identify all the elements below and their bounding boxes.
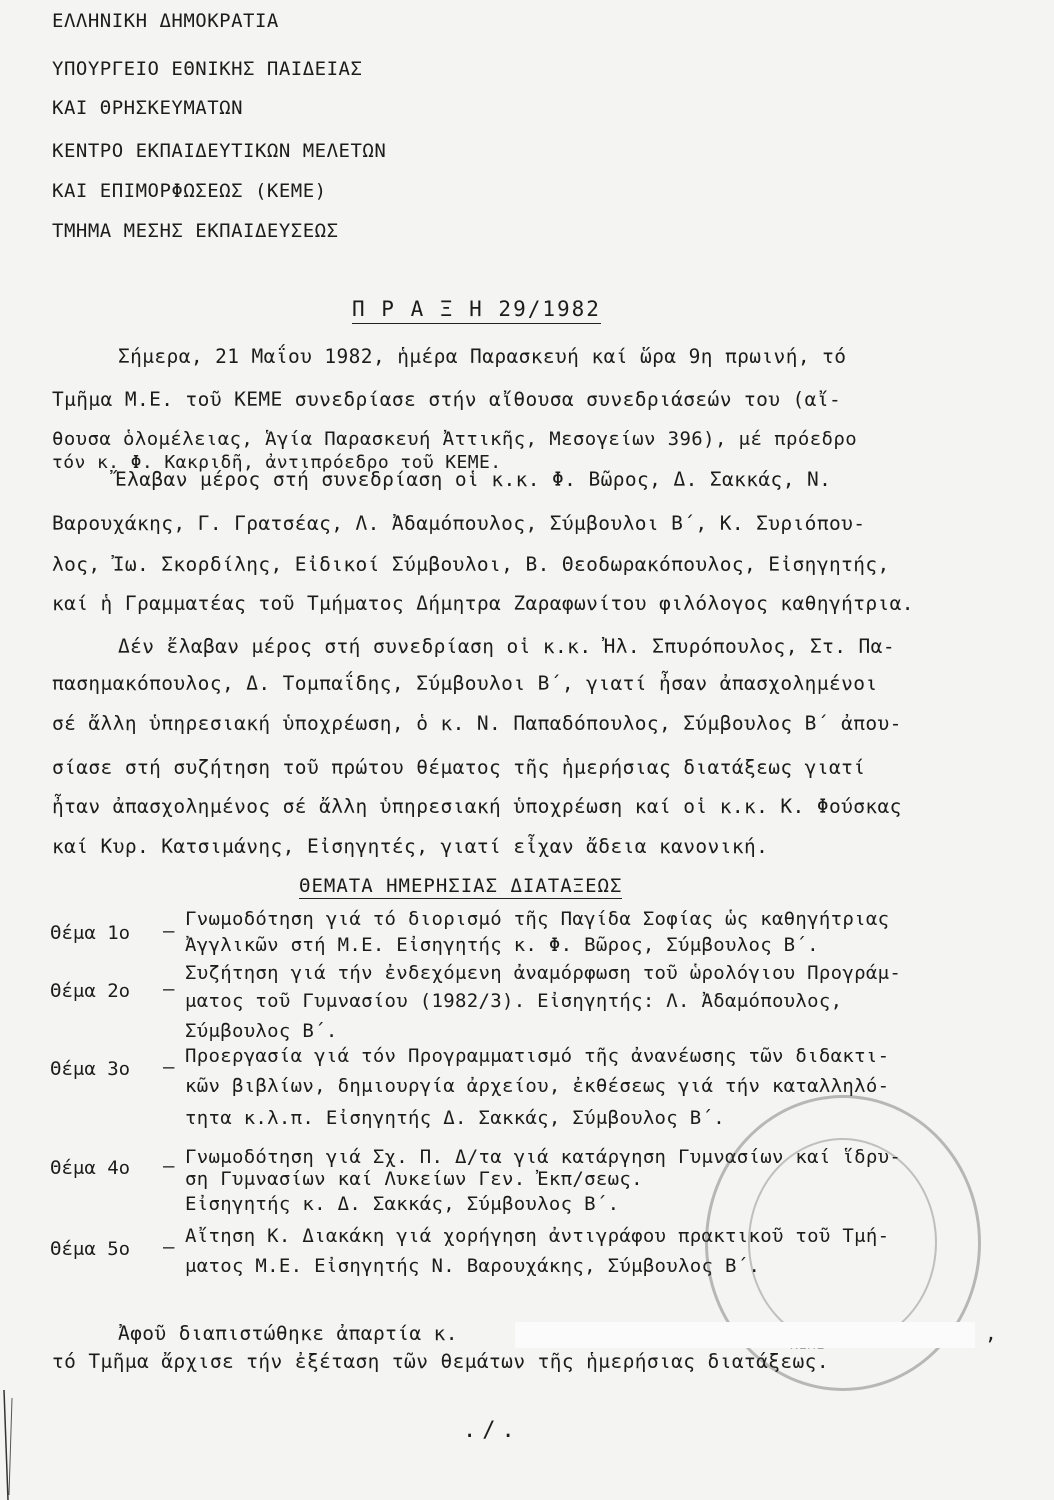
body-line: Σήμερα, 21 Μαΐου 1982, ἡμέρα Παρασκευή καί ὥρα 9η πρωινή, τό	[118, 345, 847, 368]
agenda-dash: –	[163, 1155, 175, 1177]
header-line-5: ΚΑΙ ΕΠΙΜΟΡΦΩΣΕΩΣ (ΚΕΜΕ)	[52, 180, 327, 202]
body-line: ἦταν ἀπασχολημένος σέ ἄλλη ὑπηρεσιακή ὑποχρέωση καί οἱ κ.κ. Κ. Φούσκας	[52, 795, 902, 818]
closing-comma: ,	[985, 1322, 998, 1345]
stamp-inner-ring	[748, 1138, 937, 1347]
agenda-item-line: τητα κ.λ.π. Εἰσηγητής Δ. Σακκάς, Σύμβουλος Β΄.	[185, 1107, 725, 1129]
header-line-3: ΚΑΙ ΘΡΗΣΚΕΥΜΑΤΩΝ	[52, 97, 244, 119]
body-line: τόν κ. Φ. Κακριδῆ, ἀντιπρόεδρο τοῦ ΚΕΜΕ.	[52, 452, 502, 473]
agenda-item-line: Εἰσηγητής κ. Δ. Σακκάς, Σύμβουλος Β΄.	[185, 1193, 620, 1215]
body-line: λος, Ἰω. Σκορδίλης, Εἰδικοί Σύμβουλοι, Β. Θεοδωρακόπουλος, Εἰσηγητής,	[52, 553, 890, 576]
agenda-item-label: Θέμα 5ο	[50, 1238, 131, 1260]
agenda-dash: –	[163, 1236, 175, 1258]
closing-line: τό Τμῆμα ἄρχισε τήν ἐξέταση τῶν θεμάτων τῆς ἡμερήσιας διατάξεως.	[52, 1350, 829, 1373]
agenda-item-line: ση Γυμνασίων καί Λυκείων Γεν. Ἐκπ/σεως.	[185, 1168, 643, 1190]
agenda-item-line: Προεργασία γιά τόν Προγραμματισμό τῆς ἀνανέωσης τῶν διδακτι-	[185, 1045, 890, 1067]
agenda-item-line: Γνωμοδότηση γιά τό διορισμό τῆς Παγίδα Σοφίας ὡς καθηγήτριας	[185, 908, 890, 930]
agenda-item-line: Γνωμοδότηση γιά Σχ. Π. Δ/τα γιά κατάργηση Γυμνασίων καί ἵδρυ-	[185, 1146, 902, 1168]
agenda-title: ΘΕΜΑΤΑ ΗΜΕΡΗΣΙΑΣ ΔΙΑΤΑΞΕΩΣ	[299, 875, 623, 897]
body-line: καί ἡ Γραμματέας τοῦ Τμήματος Δήμητρα Ζαραφωνίτου φιλόλογος καθηγήτρια.	[52, 592, 914, 615]
header-line-2: ΥΠΟΥΡΓΕΙΟ ΕΘΝΙΚΗΣ ΠΑΙΔΕΙΑΣ	[52, 58, 363, 80]
agenda-item-line: Ἀγγλικῶν στή Μ.Ε. Εἰσηγητής κ. Φ. Βῶρος, Σύμβουλος Β΄.	[185, 934, 819, 956]
body-line: σίασε στή συζήτηση τοῦ πρώτου θέματος τῆς ἡμερήσιας διατάξεως γιατί	[52, 756, 866, 779]
agenda-item-line: Σύμβουλος Β΄.	[185, 1020, 338, 1042]
agenda-dash: –	[163, 1056, 175, 1078]
blank-gap	[515, 1322, 975, 1348]
body-line: πασημακόπουλος, Δ. Τομπαΐδης, Σύμβουλοι Β΄, γιατί ἦσαν ἀπασχολημένοι	[52, 672, 878, 695]
body-line: σέ ἄλλη ὑπηρεσιακή ὑποχρέωση, ὁ κ. Ν. Παπαδόπουλος, Σύμβουλος Β΄ ἀπου-	[52, 712, 902, 735]
body-line: Δέν ἔλαβαν μέρος στή συνεδρίαση οἱ κ.κ. Ἠλ. Σπυρόπουλος, Στ. Πα-	[118, 635, 895, 658]
body-line: Βαρουχάκης, Γ. Γρατσέας, Λ. Ἀδαμόπουλος, Σύμβουλοι Β΄, Κ. Συριόπου-	[52, 512, 866, 535]
agenda-item-line: ματος τοῦ Γυμνασίου (1982/3). Εἰσηγητής: Λ. Ἀδαμόπουλος,	[185, 990, 843, 1012]
agenda-item-label: Θέμα 4ο	[50, 1157, 131, 1179]
agenda-item-line: Αἴτηση Κ. Διακάκη γιά χορήγηση ἀντιγράφου πρακτικοῦ τοῦ Τμή-	[185, 1225, 890, 1247]
agenda-item-label: Θέμα 2ο	[50, 980, 131, 1002]
closing-line: Ἀφοῦ διαπιστώθηκε ἀπαρτία κ.	[118, 1322, 458, 1345]
body-line: Ἔλαβαν μέρος στή συνεδρίαση οἱ κ.κ. Φ. Βῶρος, Δ. Σακκάς, Ν.	[115, 468, 832, 491]
agenda-dash: –	[163, 978, 175, 1000]
body-line: καί Κυρ. Κατσιμάνης, Εἰσηγητές, γιατί εἶχαν ἄδεια κανονική.	[52, 835, 769, 858]
document-title: Π Ρ Α Ξ Η 29/1982	[352, 297, 601, 324]
page-continuation-mark: ./.	[463, 1418, 521, 1443]
header-line-1: ΕΛΛΗΝΙΚΗ ΔΗΜΟΚΡΑΤΙΑ	[52, 10, 279, 32]
agenda-dash: –	[163, 920, 175, 942]
body-line: θουσα ὁλομέλειας, Ἁγία Παρασκευή Ἀττικῆς, Μεσογείων 396), μέ πρόεδρο	[52, 428, 858, 450]
agenda-item-line: Συζήτηση γιά τήν ἐνδεχόμενη ἀναμόρφωση τοῦ ὡρολόγιου Προγράμ-	[185, 962, 902, 984]
header-line-6: ΤΜΗΜΑ ΜΕΣΗΣ ΕΚΠΑΙΔΕΥΣΕΩΣ	[52, 220, 339, 242]
header-line-4: ΚΕΝΤΡΟ ΕΚΠΑΙΔΕΥΤΙΚΩΝ ΜΕΛΕΤΩΝ	[52, 140, 387, 162]
agenda-item-line: κῶν βιβλίων, δημιουργία ἀρχείου, ἐκθέσεως γιά τήν καταλληλό-	[185, 1075, 890, 1097]
body-line: Τμῆμα Μ.Ε. τοῦ ΚΕΜΕ συνεδρίασε στήν αἴθουσα συνεδριάσεών του (αἴ-	[52, 388, 842, 411]
agenda-item-line: ματος Μ.Ε. Εἰσηγητής Ν. Βαρουχάκης, Σύμβουλος Β΄.	[185, 1255, 761, 1277]
binding-mark	[0, 1390, 20, 1500]
agenda-item-label: Θέμα 3ο	[50, 1058, 131, 1080]
agenda-item-label: Θέμα 1ο	[50, 922, 131, 944]
